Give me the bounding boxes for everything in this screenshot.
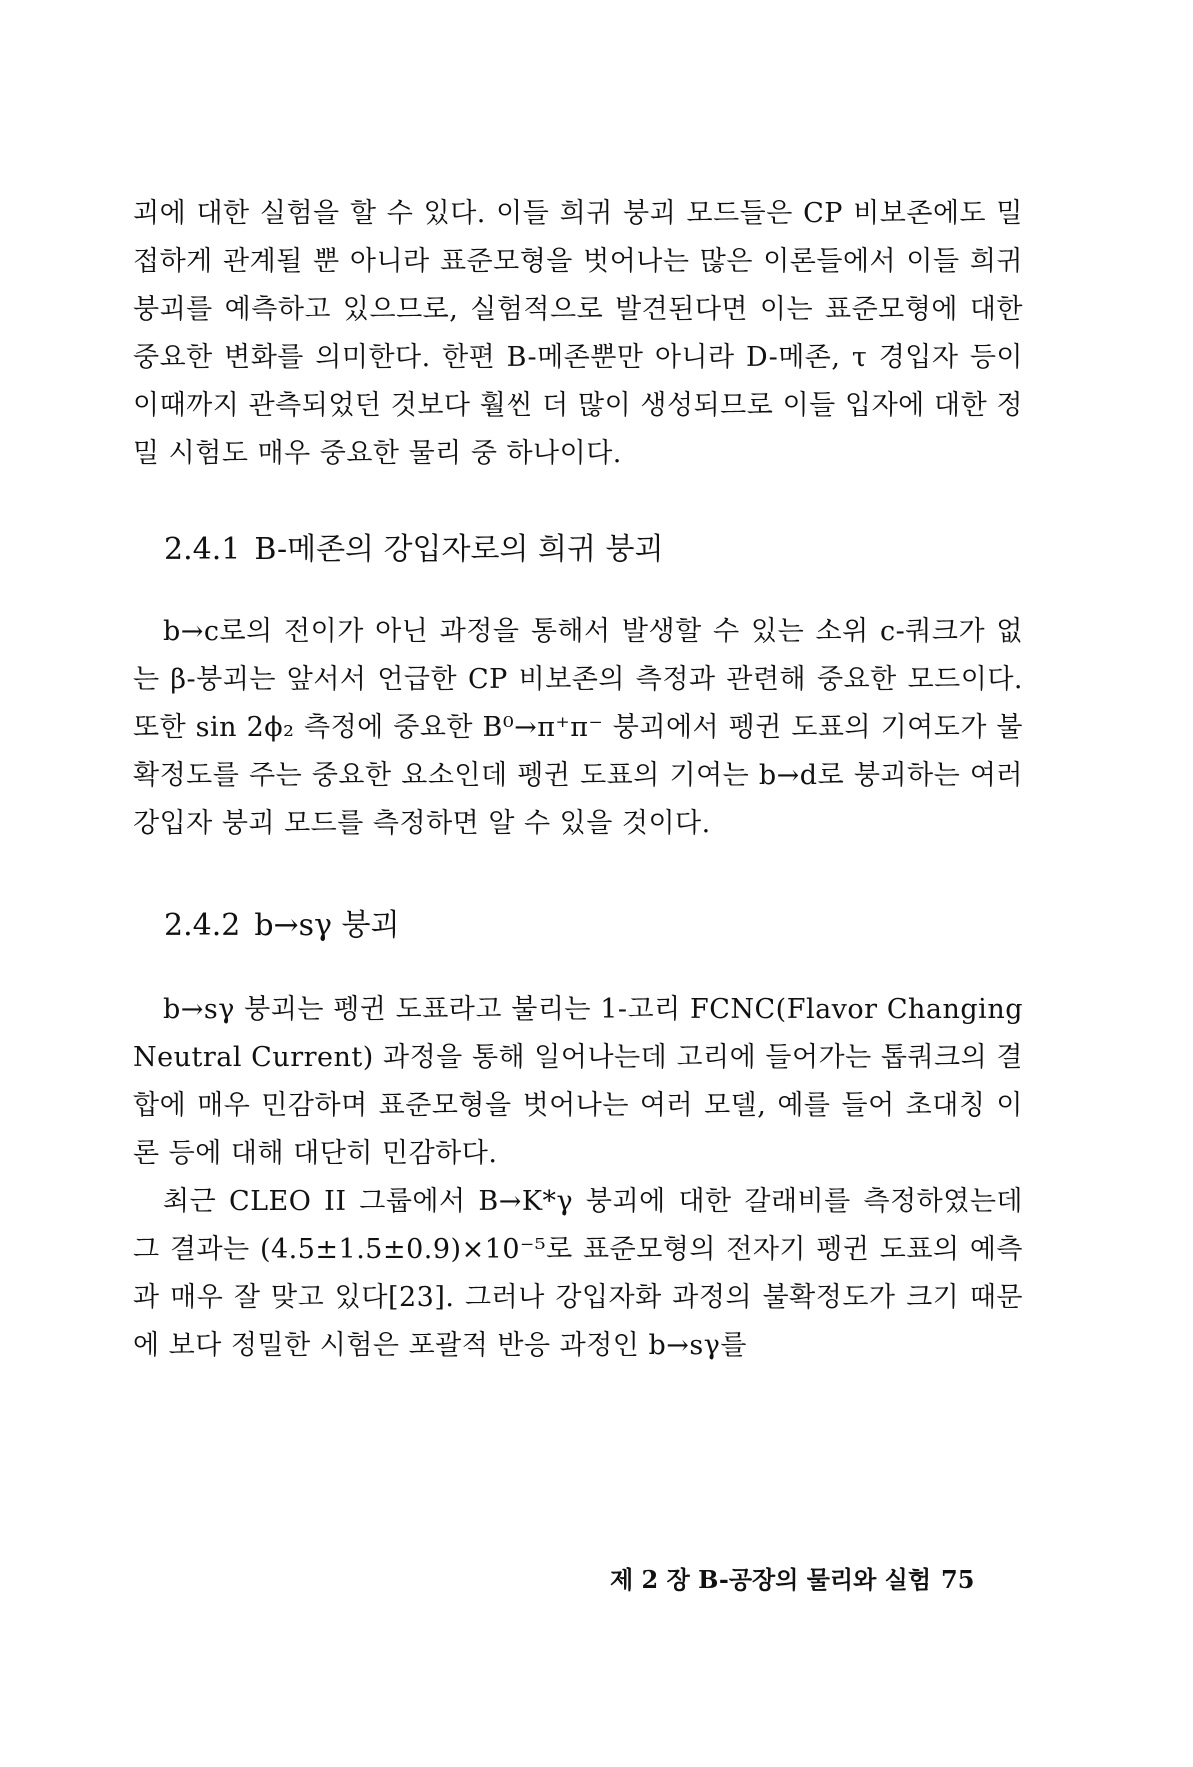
page-footer — [610, 1560, 984, 1595]
section-2-4-1-body — [133, 608, 1023, 848]
section-title: B-메존의 강입자로의 희귀 붕괴 — [254, 532, 664, 567]
intro-paragraph: 괴에 대한 실험을 할 수 있다. 이들 희귀 붕괴 모드들은 CP 비보존에도 밀접하게 관계될 뿐 아니라 표준모형을 벗어나는 많은 이론들에서 이들 희귀 붕괴를 예측하고 있으므로, 실험적으로 발견된다면 이는 표준모형에 대한 중요한 변화를 의미한다. 한편 B-메존뿐만 아니라 D-메존, τ 경입자 등이 이때까지 관측되었던 것보다 훨씬 더 많이 생성되므로 이들 입자에 대한 정밀 시험도 매우 중요한 물리 중 하나이다. — [133, 198, 1023, 469]
section-2-4-2-paragraph-1: b→sγ 붕괴는 펭귄 도표라고 불리는 1-고리 FCNC(Flavor Changing Neutral Current) 과정을 통해 일어나는데 고리에 들어가는 톱쿼크의 결합에 매우 민감하며 표준모형을 벗어나는 여러 모델, 예를 들어 초대칭 이론 등에 대해 대단히 민감하다. — [133, 994, 1023, 1169]
section-2-4-2-paragraph-2: 최근 CLEO II 그룹에서 B→K*γ 붕괴에 대한 갈래비를 측정하였는데 그 결과는 (4.5±1.5±0.9)×10⁻⁵로 표준모형의 전자기 펭귄 도표의 예측과 매우 잘 맞고 있다[23]. 그러나 강입자화 과정의 불확정도가 크기 때문에 보다 정밀한 시험은 포괄적 반응 과정인 b→sγ를 — [133, 1186, 1023, 1361]
section-2-4-2-body — [133, 986, 1023, 1370]
section-number: 2.4.2 — [164, 908, 241, 943]
chapter-title: 제 2 장 B-공장의 물리와 실험 — [610, 1565, 932, 1594]
page-number: 75 — [941, 1565, 975, 1594]
intro-paragraph-block — [133, 190, 1023, 478]
section-number: 2.4.1 — [164, 532, 241, 567]
section-title: b→sγ 붕괴 — [254, 908, 400, 943]
section-heading-2-4-2 — [164, 906, 400, 946]
section-heading-2-4-1 — [164, 530, 663, 570]
section-2-4-1-paragraph: b→c로의 전이가 아닌 과정을 통해서 발생할 수 있는 소위 c-쿼크가 없는 β-붕괴는 앞서서 언급한 CP 비보존의 측정과 관련해 중요한 모드이다. 또한 sin 2ϕ₂ 측정에 중요한 B⁰→π⁺π⁻ 붕괴에서 펭귄 도표의 기여도가 불확정도를 주는 중요한 요소인데 펭귄 도표의 기여는 b→d로 붕괴하는 여러 강입자 붕괴 모드를 측정하면 알 수 있을 것이다. — [133, 616, 1023, 839]
